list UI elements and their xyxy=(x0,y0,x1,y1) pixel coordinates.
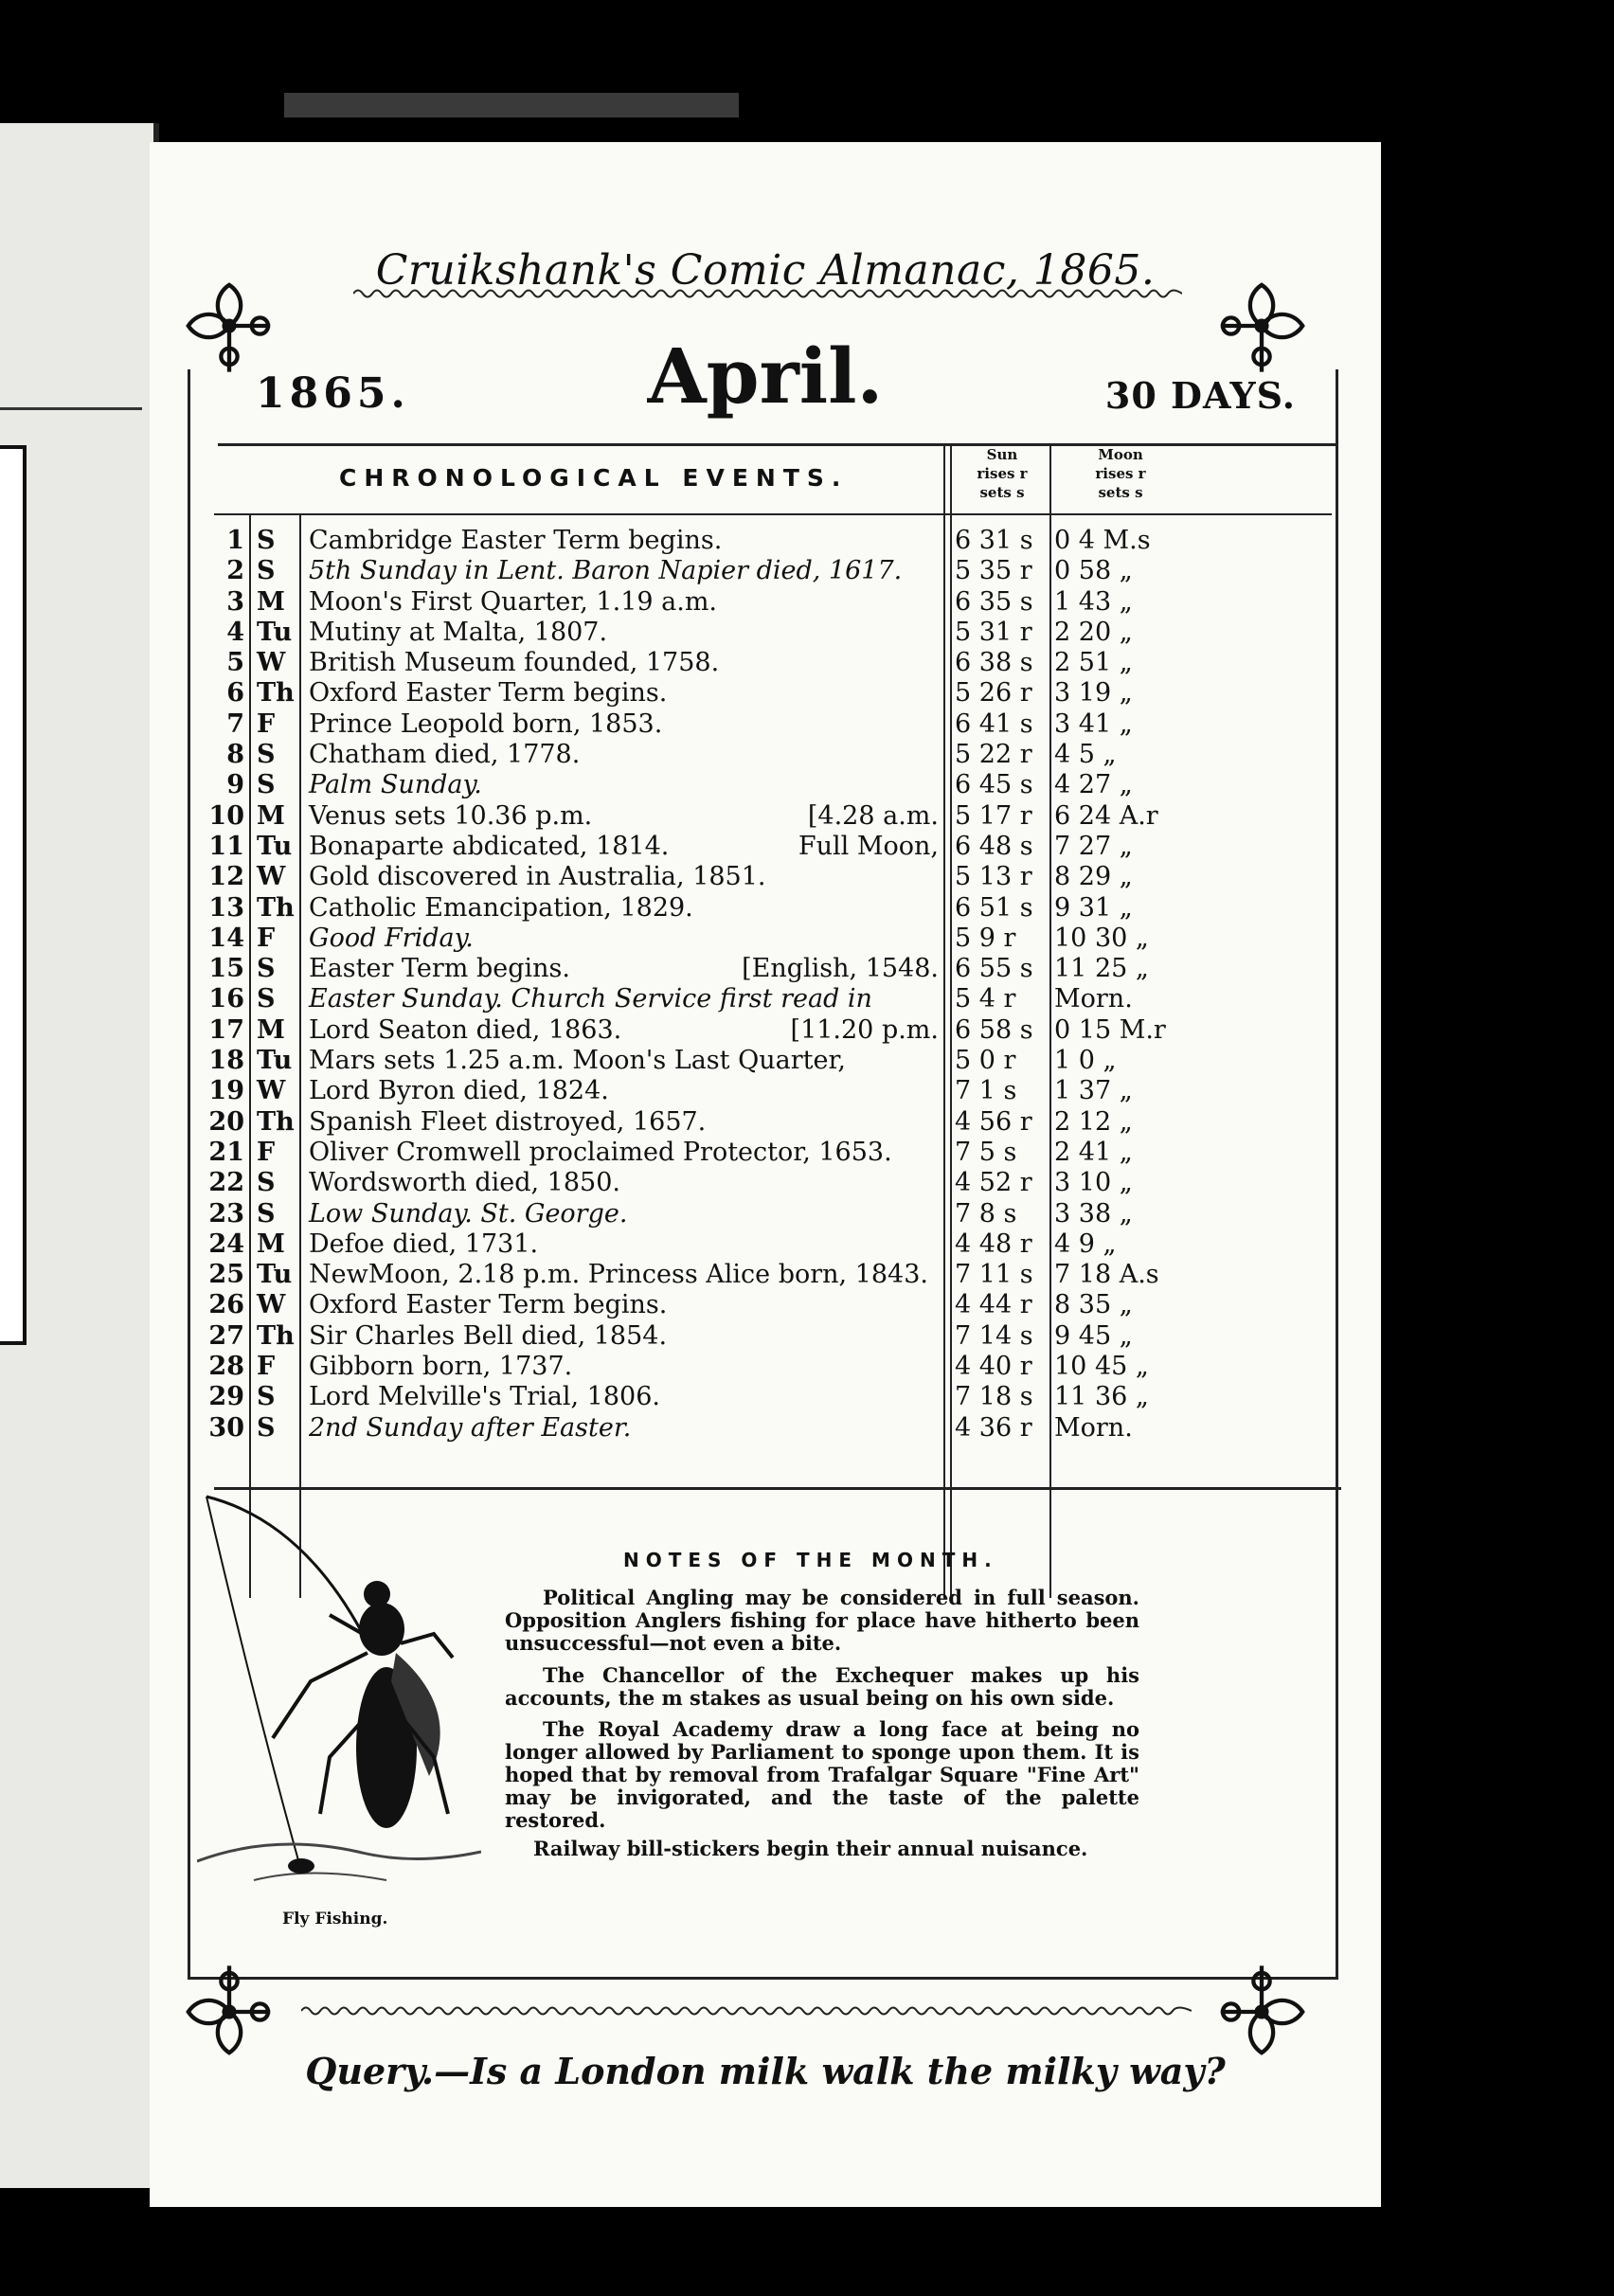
sun-heading-line: sets s xyxy=(979,484,1025,501)
day-of-week: M xyxy=(257,586,285,617)
almanac-page xyxy=(150,142,1381,2207)
wavy-rule-top xyxy=(353,287,1182,300)
table-header-rule xyxy=(214,513,1332,515)
notes-divider-rule xyxy=(214,1487,1341,1490)
event-text: 5th Sunday in Lent. Baron Napier died, 1617. xyxy=(309,556,903,586)
day-number: 17 xyxy=(208,1014,244,1045)
day-number: 5 xyxy=(226,648,244,678)
note-paragraph: Political Angling may be considered in full season. Opposition Anglers fishing for place have hitherto been unsuccessful—not even a bite. xyxy=(505,1586,1139,1655)
sun-time: 6 45 s xyxy=(955,770,1033,800)
event-text: Moon's First Quarter, 1.19 a.m. xyxy=(309,586,717,617)
table-row xyxy=(150,984,1381,1014)
table-row xyxy=(150,1015,1381,1046)
event-text: Palm Sunday. xyxy=(309,770,482,800)
day-of-week: M xyxy=(257,1014,285,1045)
table-row xyxy=(150,648,1381,678)
table-row xyxy=(150,801,1381,832)
moon-time: 11 25 „ xyxy=(1054,954,1149,984)
day-number: 13 xyxy=(208,892,244,923)
moon-time: 3 10 „ xyxy=(1054,1168,1133,1198)
chronological-events-heading: CHRONOLOGICAL EVENTS. xyxy=(339,464,849,492)
day-of-week: Tu xyxy=(257,1046,293,1076)
day-of-week: S xyxy=(257,526,276,555)
sun-time: 6 41 s xyxy=(955,709,1033,739)
table-row xyxy=(150,1413,1381,1444)
day-number: 23 xyxy=(208,1198,244,1229)
table-row xyxy=(150,832,1381,862)
day-number: 10 xyxy=(208,800,244,831)
day-number: 24 xyxy=(208,1229,244,1259)
day-number: 9 xyxy=(226,770,244,800)
event-text: Lord Byron died, 1824. xyxy=(309,1076,609,1106)
table-row xyxy=(150,526,1381,556)
moon-time: 1 43 „ xyxy=(1054,586,1133,617)
table-row xyxy=(150,1046,1381,1076)
day-of-week: Th xyxy=(257,678,295,709)
sun-time: 7 14 s xyxy=(955,1320,1033,1351)
day-of-week: F xyxy=(257,923,276,953)
day-number: 29 xyxy=(208,1382,244,1412)
sun-time: 5 31 r xyxy=(955,617,1032,647)
day-number: 16 xyxy=(208,984,244,1014)
moon-time: 2 51 „ xyxy=(1054,648,1133,678)
moon-time: 9 31 „ xyxy=(1054,892,1133,923)
moon-time: 8 35 „ xyxy=(1054,1290,1133,1320)
day-number: 21 xyxy=(208,1137,244,1167)
day-of-week: M xyxy=(257,1229,285,1259)
facing-page-rule xyxy=(0,407,142,410)
table-row xyxy=(150,1199,1381,1229)
table-row xyxy=(150,1382,1381,1412)
sun-time: 7 11 s xyxy=(955,1260,1033,1290)
day-number: 1 xyxy=(226,526,244,555)
day-number: 15 xyxy=(208,954,244,984)
event-text: Cambridge Easter Term begins. xyxy=(309,526,723,555)
sun-heading-line: Sun xyxy=(986,446,1018,463)
table-row xyxy=(150,1168,1381,1198)
event-text: Lord Melville's Trial, 1806. xyxy=(309,1382,660,1412)
day-number: 22 xyxy=(208,1168,244,1198)
sun-time: 4 40 r xyxy=(955,1352,1032,1382)
facing-page-frame xyxy=(0,445,27,1345)
moon-time: 10 45 „ xyxy=(1054,1352,1149,1382)
event-text: Oxford Easter Term begins. xyxy=(309,1290,668,1320)
moon-time: 7 18 A.s xyxy=(1054,1260,1159,1290)
day-number: 7 xyxy=(226,709,244,739)
day-number: 2 xyxy=(226,556,244,586)
day-of-week: W xyxy=(257,648,286,678)
table-row xyxy=(150,678,1381,709)
day-number: 19 xyxy=(208,1076,244,1106)
sun-time: 5 22 r xyxy=(955,740,1032,770)
note-paragraph: The Chancellor of the Exchequer makes up his accounts, the m stakes as usual being on his own side. xyxy=(505,1663,1139,1710)
fleuron-ornament-icon xyxy=(178,1961,280,2063)
sun-time: 7 1 s xyxy=(955,1076,1017,1106)
event-continuation: Full Moon, xyxy=(798,831,939,861)
event-text: Oliver Cromwell proclaimed Protector, 1653. xyxy=(309,1137,892,1167)
moon-time: 4 9 „ xyxy=(1054,1229,1117,1259)
sun-time: 5 9 r xyxy=(955,923,1016,953)
sun-time: 7 8 s xyxy=(955,1198,1017,1229)
sun-time: 5 4 r xyxy=(955,984,1016,1014)
sun-time: 4 52 r xyxy=(955,1168,1032,1198)
day-of-week: F xyxy=(257,1137,276,1167)
event-text: Catholic Emancipation, 1829. xyxy=(309,892,693,923)
moon-time: 3 41 „ xyxy=(1054,709,1133,739)
table-row xyxy=(150,770,1381,800)
day-of-week: Tu xyxy=(257,617,293,647)
day-of-week: S xyxy=(257,1412,276,1443)
table-row xyxy=(150,862,1381,892)
calendar-days: 30 DAYS. xyxy=(1104,374,1296,417)
sun-time: 5 35 r xyxy=(955,556,1032,586)
note-paragraph: The Royal Academy draw a long face at being no longer allowed by Parliament to sponge upon them. It is hoped that by removal from Trafalgar Square "Fine Art" may be invigorated, and the taste of the palette restored. xyxy=(505,1717,1139,1832)
moon-time: 10 30 „ xyxy=(1054,923,1149,953)
moon-time: 4 27 „ xyxy=(1054,770,1133,800)
table-row xyxy=(150,618,1381,648)
sun-column-heading xyxy=(945,445,1059,502)
event-text: Chatham died, 1778. xyxy=(309,740,581,770)
moon-time: 1 37 „ xyxy=(1054,1076,1133,1106)
sun-heading-line: rises r xyxy=(977,465,1028,482)
moon-time: 4 5 „ xyxy=(1054,740,1117,770)
moon-time: 2 20 „ xyxy=(1054,617,1133,647)
day-of-week: W xyxy=(257,1076,286,1106)
sun-time: 6 58 s xyxy=(955,1014,1033,1045)
day-of-week: F xyxy=(257,709,276,739)
table-row xyxy=(150,1321,1381,1352)
moon-time: Morn. xyxy=(1054,984,1133,1014)
table-row xyxy=(150,587,1381,618)
event-text: Mutiny at Malta, 1807. xyxy=(309,617,608,647)
day-number: 20 xyxy=(208,1106,244,1137)
event-text: Good Friday. xyxy=(309,923,474,953)
event-text: British Museum founded, 1758. xyxy=(309,648,720,678)
event-text: Easter Sunday. Church Service first read in xyxy=(309,984,872,1014)
calendar-table xyxy=(150,526,1381,1444)
day-number: 28 xyxy=(208,1352,244,1382)
sun-time: 5 0 r xyxy=(955,1046,1016,1076)
event-text: Bonaparte abdicated, 1814. xyxy=(309,831,670,861)
table-row xyxy=(150,1352,1381,1382)
day-number: 3 xyxy=(226,586,244,617)
table-row xyxy=(150,556,1381,586)
moon-time: 8 29 „ xyxy=(1054,862,1133,892)
day-of-week: S xyxy=(257,954,276,984)
event-continuation: [English, 1548. xyxy=(742,954,939,984)
day-number: 26 xyxy=(208,1290,244,1320)
event-text: Oxford Easter Term begins. xyxy=(309,678,668,709)
event-text: Wordsworth died, 1850. xyxy=(309,1168,620,1198)
sun-time: 5 26 r xyxy=(955,678,1032,709)
day-number: 12 xyxy=(208,862,244,892)
moon-time: 2 41 „ xyxy=(1054,1137,1133,1167)
moon-heading-line: sets s xyxy=(1098,484,1143,501)
table-row xyxy=(150,709,1381,740)
sun-time: 6 48 s xyxy=(955,831,1033,861)
calendar-year: 1865. xyxy=(256,369,410,418)
table-row xyxy=(150,1107,1381,1138)
table-row xyxy=(150,954,1381,984)
moon-time: 7 27 „ xyxy=(1054,831,1133,861)
sun-time: 4 56 r xyxy=(955,1106,1032,1137)
moon-heading-line: Moon xyxy=(1098,446,1143,463)
sun-time: 6 51 s xyxy=(955,892,1033,923)
day-of-week: W xyxy=(257,1290,286,1320)
day-of-week: S xyxy=(257,984,276,1014)
event-continuation: [4.28 a.m. xyxy=(807,800,939,831)
event-text: Venus sets 10.36 p.m. xyxy=(309,800,593,831)
moon-column-heading xyxy=(1049,445,1192,502)
event-text: Gibborn born, 1737. xyxy=(309,1352,573,1382)
day-of-week: S xyxy=(257,1198,276,1229)
moon-time: Morn. xyxy=(1054,1412,1133,1443)
day-number: 8 xyxy=(226,740,244,770)
table-row xyxy=(150,1290,1381,1320)
sun-time: 6 31 s xyxy=(955,526,1033,555)
day-of-week: Th xyxy=(257,1320,295,1351)
day-number: 27 xyxy=(208,1320,244,1351)
day-of-week: S xyxy=(257,740,276,770)
moon-time: 0 4 M.s xyxy=(1054,526,1151,555)
calendar-month: April. xyxy=(647,332,884,421)
event-text: Prince Leopold born, 1853. xyxy=(309,709,663,739)
day-of-week: Tu xyxy=(257,831,293,861)
day-of-week: S xyxy=(257,556,276,586)
day-of-week: Tu xyxy=(257,1260,293,1290)
moon-time: 6 24 A.r xyxy=(1054,800,1158,831)
day-number: 14 xyxy=(208,923,244,953)
event-text: Low Sunday. St. George. xyxy=(309,1198,628,1229)
sun-time: 7 18 s xyxy=(955,1382,1033,1412)
event-text: Easter Term begins. xyxy=(309,954,570,984)
event-text: Defoe died, 1731. xyxy=(309,1229,539,1259)
fly-fishing-illustration xyxy=(197,1492,481,1909)
day-of-week: M xyxy=(257,800,285,831)
sun-time: 5 13 r xyxy=(955,862,1032,892)
event-text: Mars sets 1.25 a.m. Moon's Last Quarter, xyxy=(309,1046,846,1076)
table-row xyxy=(150,893,1381,924)
notes-title: NOTES OF THE MONTH. xyxy=(623,1549,998,1571)
footer-query: Query.—Is a London milk walk the milky way? xyxy=(305,2050,1226,2092)
moon-time: 3 38 „ xyxy=(1054,1198,1133,1229)
sun-time: 6 38 s xyxy=(955,648,1033,678)
day-number: 6 xyxy=(226,678,244,709)
facing-page-edge xyxy=(0,123,159,2188)
moon-time: 1 0 „ xyxy=(1054,1046,1117,1076)
day-number: 11 xyxy=(208,831,244,861)
table-row xyxy=(150,740,1381,770)
sun-time: 4 36 r xyxy=(955,1412,1032,1443)
moon-time: 0 15 M.r xyxy=(1054,1014,1166,1045)
moon-time: 3 19 „ xyxy=(1054,678,1133,709)
day-of-week: S xyxy=(257,1382,276,1412)
day-of-week: F xyxy=(257,1352,276,1382)
scan-edge-strip xyxy=(284,93,739,117)
table-row xyxy=(150,1138,1381,1168)
sun-time: 6 35 s xyxy=(955,586,1033,617)
running-head: Cruikshank's Comic Almanac, 1865. xyxy=(375,246,1156,295)
moon-time: 9 45 „ xyxy=(1054,1320,1133,1351)
event-text: Spanish Fleet distroyed, 1657. xyxy=(309,1106,707,1137)
table-row xyxy=(150,1076,1381,1106)
sun-time: 7 5 s xyxy=(955,1137,1017,1167)
moon-time: 0 58 „ xyxy=(1054,556,1133,586)
event-text: Gold discovered in Australia, 1851. xyxy=(309,862,766,892)
day-of-week: Th xyxy=(257,1106,295,1137)
day-number: 25 xyxy=(208,1260,244,1290)
day-of-week: S xyxy=(257,1168,276,1198)
day-number: 30 xyxy=(208,1412,244,1443)
event-text: NewMoon, 2.18 p.m. Princess Alice born, 1843. xyxy=(309,1260,928,1290)
note-paragraph: Railway bill-stickers begin their annual nuisance. xyxy=(533,1837,1088,1860)
table-row xyxy=(150,1229,1381,1260)
day-number: 4 xyxy=(226,617,244,647)
day-of-week: S xyxy=(257,770,276,800)
event-text: Sir Charles Bell died, 1854. xyxy=(309,1320,668,1351)
sun-time: 4 44 r xyxy=(955,1290,1032,1320)
table-row xyxy=(150,1260,1381,1290)
fleuron-ornament-icon xyxy=(1210,1961,1313,2063)
event-text: 2nd Sunday after Easter. xyxy=(309,1412,632,1443)
moon-time: 11 36 „ xyxy=(1054,1382,1149,1412)
day-of-week: Th xyxy=(257,892,295,923)
day-number: 18 xyxy=(208,1046,244,1076)
sun-time: 6 55 s xyxy=(955,954,1033,984)
wavy-rule-bottom xyxy=(301,2004,1192,2018)
day-of-week: W xyxy=(257,862,286,892)
event-text: Lord Seaton died, 1863. xyxy=(309,1014,622,1045)
sun-time: 4 48 r xyxy=(955,1229,1032,1259)
moon-time: 2 12 „ xyxy=(1054,1106,1133,1137)
sun-time: 5 17 r xyxy=(955,800,1032,831)
table-row xyxy=(150,924,1381,954)
moon-heading-line: rises r xyxy=(1095,465,1146,482)
illustration-caption: Fly Fishing. xyxy=(282,1910,388,1928)
event-continuation: [11.20 p.m. xyxy=(790,1014,939,1045)
